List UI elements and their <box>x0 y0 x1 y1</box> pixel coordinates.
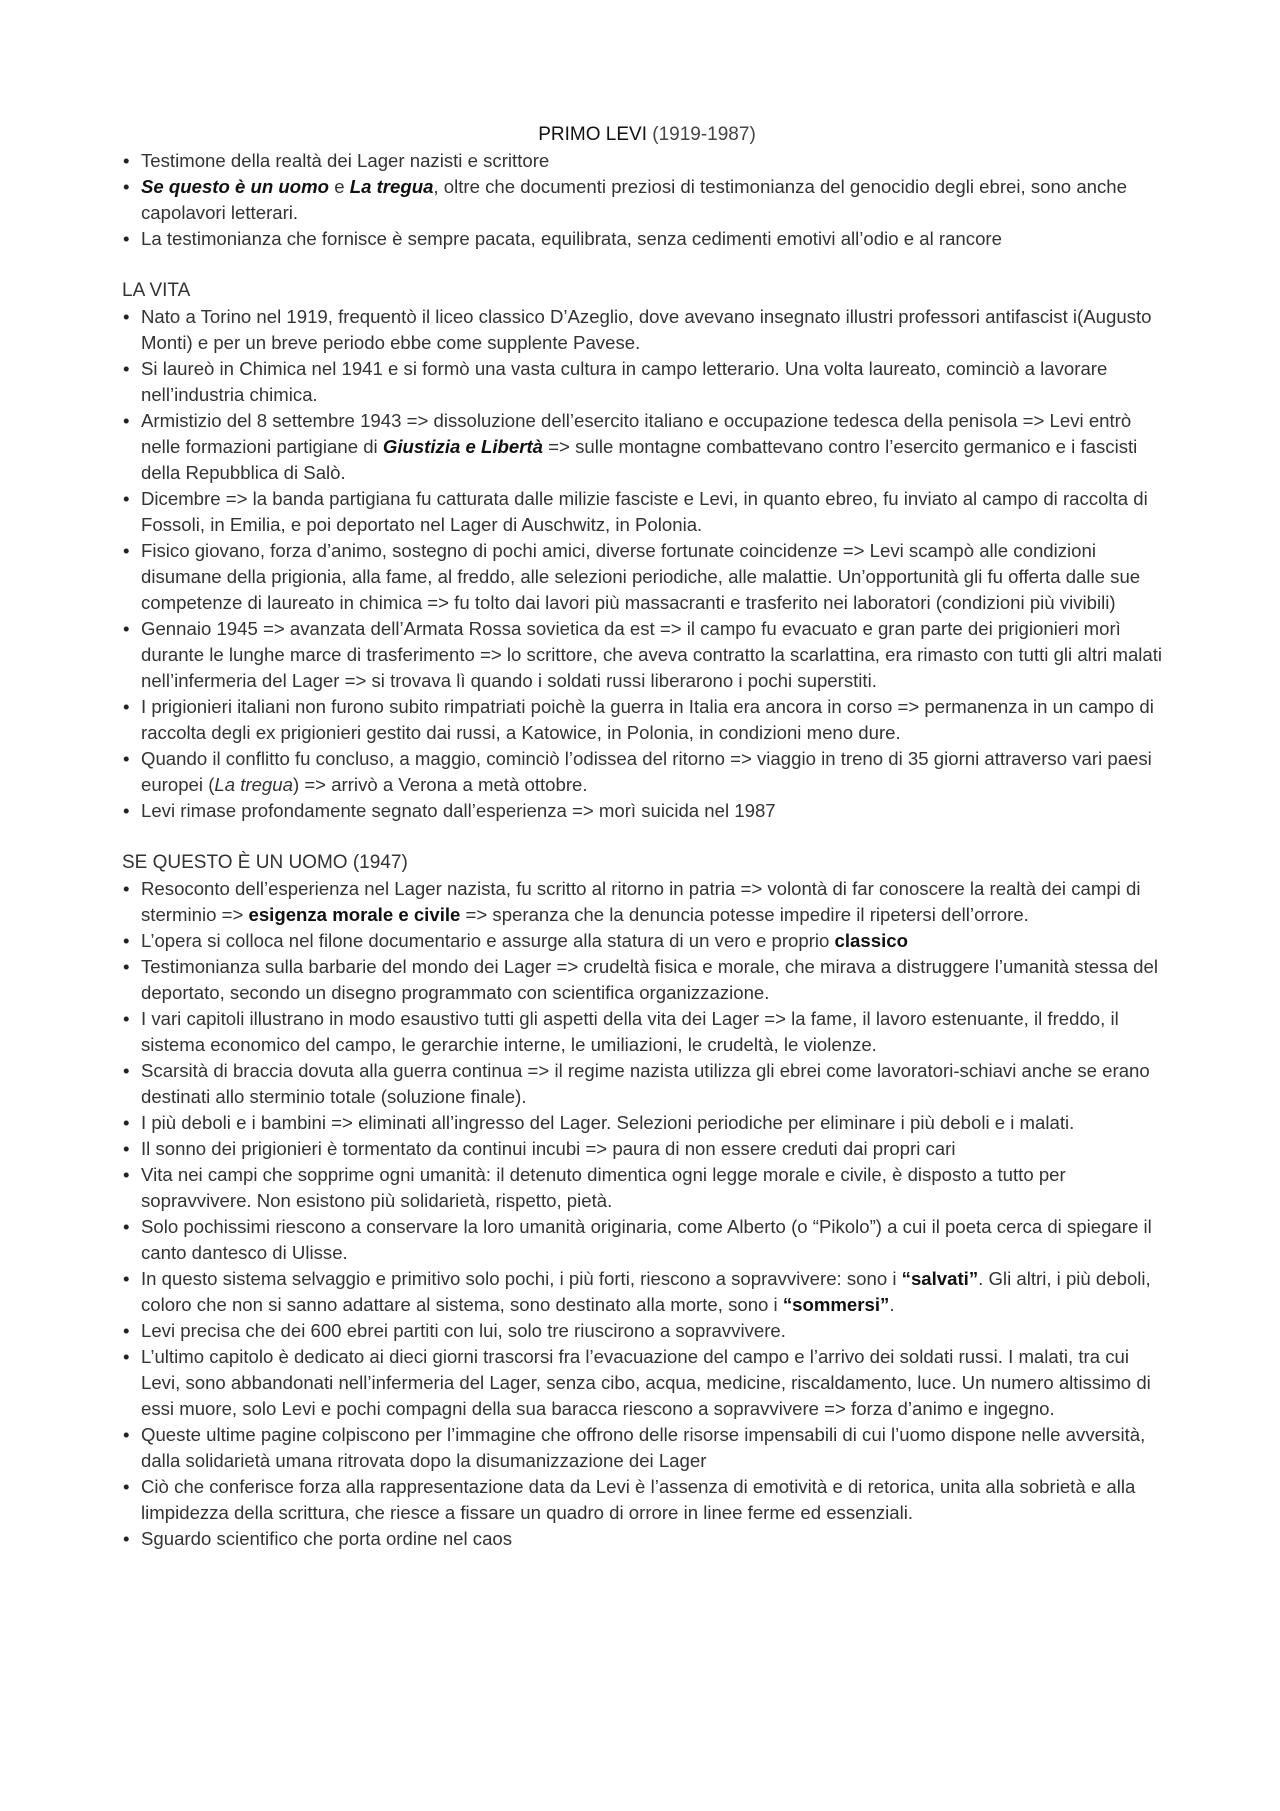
list-item: • Ciò che conferisce forza alla rappresentazione data da Levi è l’assenza di emotività e di retorica, unita alla sobrietà e alla limpidezza della scrittura, che riesce a fissare un quadro di orrore in linee ferme ed essenziali. <box>122 1474 1172 1526</box>
list-item: • Queste ultime pagine colpiscono per l’immagine che offrono delle risorse impensabili di cui l’uomo dispone nelle avversità, dalla solidarietà umana ritrovata dopo la disumanizzazione dei Lager <box>122 1422 1172 1474</box>
list-item: • I vari capitoli illustrano in modo esaustivo tutti gli aspetti della vita dei Lager => la fame, il lavoro estenuante, il freddo, il sistema economico del campo, le gerarchie interne, le umiliazioni, le crudeltà, le violenze. <box>122 1006 1172 1058</box>
text-span: ) => arrivò a Verona a metà ottobre. <box>292 774 588 795</box>
intro-list <box>122 148 1172 252</box>
list-item: • Si laureò in Chimica nel 1941 e si formò una vasta cultura in campo letterario. Una volta laureato, cominciò a lavorare nell’industria chimica. <box>122 356 1172 408</box>
list-item: • Fisico giovano, forza d’animo, sostegno di pochi amici, diverse fortunate coincidenze => Levi scampò alle condizioni disumane della prigionia, alla fame, al freddo, alle selezioni periodiche, alle malattie. Un’opportunità gli fu offerta dalle sue competenze di laureato in chimica => fu tolto dai lavori più massacranti e trasferito nei laboratori (condizioni più vivibili) <box>122 538 1172 616</box>
list-item: • Nato a Torino nel 1919, frequentò il liceo classico D’Azeglio, dove avevano insegnato illustri professori antifascist i(Augusto Monti) e per un breve periodo ebbe come supplente Pavese. <box>122 304 1172 356</box>
list-item <box>122 928 1172 954</box>
book-title: Se questo è un uomo <box>141 176 330 197</box>
text-span: . <box>889 1294 895 1315</box>
page-title <box>122 122 1172 148</box>
list-item: • Dicembre => la banda partigiana fu catturata dalle milizie fasciste e Levi, in quanto ebreo, fu inviato al campo di raccolta di Fossoli, in Emilia, e poi deportato nel Lager di Auschwitz, in Polonia. <box>122 486 1172 538</box>
list-item: • Vita nei campi che sopprime ogni umanità: il detenuto dimentica ogni legge morale e civile, è disposto a tutto per sopravvivere. Non esistono più solidarietà, rispetto, pietà. <box>122 1162 1172 1214</box>
vita-list <box>122 304 1172 824</box>
list-item: • Testimone della realtà dei Lager nazisti e scrittore <box>122 148 1172 174</box>
text-span: In questo sistema selvaggio e primitivo solo pochi, i più forti, riescono a sopravvivere: sono i <box>141 1268 902 1289</box>
text-span: Quando il conflitto fu concluso, a maggio, cominciò l’odissea del ritorno => viaggio in treno di 35 giorni attraverso vari paesi europei ( <box>141 748 1152 795</box>
list-item: • Levi rimase profondamente segnato dall’esperienza => morì suicida nel 1987 <box>122 798 1172 824</box>
book-title: La tregua <box>214 774 293 795</box>
list-item: • La testimonianza che fornisce è sempre pacata, equilibrata, senza cedimenti emotivi all’odio e al rancore <box>122 226 1172 252</box>
list-item: • Il sonno dei prigionieri è tormentato da continui incubi => paura di non essere creduti dai propri cari <box>122 1136 1172 1162</box>
text-span: L’opera si colloca nel filone documentario e assurge alla statura di un vero e proprio <box>141 930 835 951</box>
text-span: . Gli altri, i più deboli, coloro che non si sanno adattare al sistema, sono destinato alla morte, sono i <box>141 1268 1151 1315</box>
book-title: La tregua <box>349 176 434 197</box>
list-item <box>122 408 1172 486</box>
text-span: => sulle montagne combattevano contro l’esercito germanico e i fascisti della Repubblica di Salò. <box>141 436 1138 483</box>
list-item <box>122 746 1172 798</box>
list-item: • Gennaio 1945 => avanzata dell’Armata Rossa sovietica da est => il campo fu evacuato e gran parte dei prigionieri morì durante le lunghe marce di trasferimento => lo scrittore, che aveva contratto la scarlattina, era rimasto con tutti gli altri malati nell’infermeria del Lager => si trovava lì quando i soldati russi liberarono i pochi superstiti. <box>122 616 1172 694</box>
emphasis: esigenza morale e civile <box>248 904 461 925</box>
text-span: Resoconto dell’esperienza nel Lager nazista, fu scritto al ritorno in patria => volontà di far conoscere la realtà dei campi di sterminio => <box>141 878 1141 925</box>
emphasis: classico <box>834 930 908 951</box>
list-item: • Sguardo scientifico che porta ordine nel caos <box>122 1526 1172 1552</box>
list-item <box>122 1266 1172 1318</box>
section-title-uomo: SE QUESTO È UN UOMO (1947) <box>122 852 408 873</box>
list-item: • Solo pochissimi riescono a conservare la loro umanità originaria, come Alberto (o “Pikolo”) a cui il poeta cerca di spiegare il canto dantesco di Ulisse. <box>122 1214 1172 1266</box>
text-span: => speranza che la denuncia potesse impedire il ripetersi dell’orrore. <box>460 904 1029 925</box>
list-item: • I più deboli e i bambini => eliminati all’ingresso del Lager. Selezioni periodiche per eliminare i più deboli e i malati. <box>122 1110 1172 1136</box>
list-item <box>122 174 1172 226</box>
section-title-vita: LA VITA <box>122 280 191 301</box>
list-item: • I prigionieri italiani non furono subito rimpatriati poichè la guerra in Italia era ancora in corso => permanenza in un campo di raccolta degli ex prigionieri gestito dai russi, a Katowice, in Polonia, in condizioni meno dure. <box>122 694 1172 746</box>
title-years: (1919-1987) <box>652 124 756 145</box>
text-span: e <box>329 176 350 197</box>
list-item: • Scarsità di braccia dovuta alla guerra continua => il regime nazista utilizza gli ebrei come lavoratori-schiavi anche se erano destinati allo sterminio totale (soluzione finale). <box>122 1058 1172 1110</box>
emphasis: “salvati” <box>901 1268 979 1289</box>
text-span: Armistizio del 8 settembre 1943 => dissoluzione dell’esercito italiano e occupazione tedesca della penisola => Levi entrò nelle formazioni partigiane di <box>141 410 1132 457</box>
document-content <box>122 122 1172 1552</box>
emphasis: Giustizia e Libertà <box>382 436 544 457</box>
list-item <box>122 876 1172 928</box>
list-item: • L’ultimo capitolo è dedicato ai dieci giorni trascorsi fra l’evacuazione del campo e l’arrivo dei soldati russi. I malati, tra cui Levi, sono abbandonati nell’infermeria del Lager, senza cibo, acqua, medicine, riscaldamento, luce. Un numero altissimo di essi muore, solo Levi e pochi compagni della sua baracca riescono a sopravvivere => forza d’animo e ingegno. <box>122 1344 1172 1422</box>
title-name: PRIMO LEVI <box>538 124 647 145</box>
list-item: • Levi precisa che dei 600 ebrei partiti con lui, solo tre riuscirono a sopravvivere. <box>122 1318 1172 1344</box>
list-item: • Testimonianza sulla barbarie del mondo dei Lager => crudeltà fisica e morale, che mirava a distruggere l’umanità stessa del deportato, secondo un disegno programmato con scientifica organizzazione. <box>122 954 1172 1006</box>
uomo-list <box>122 876 1172 1552</box>
emphasis: “sommersi” <box>782 1294 890 1315</box>
text-span: , oltre che documenti preziosi di testimonianza del genocidio degli ebrei, sono anche capolavori letterari. <box>141 176 1127 223</box>
